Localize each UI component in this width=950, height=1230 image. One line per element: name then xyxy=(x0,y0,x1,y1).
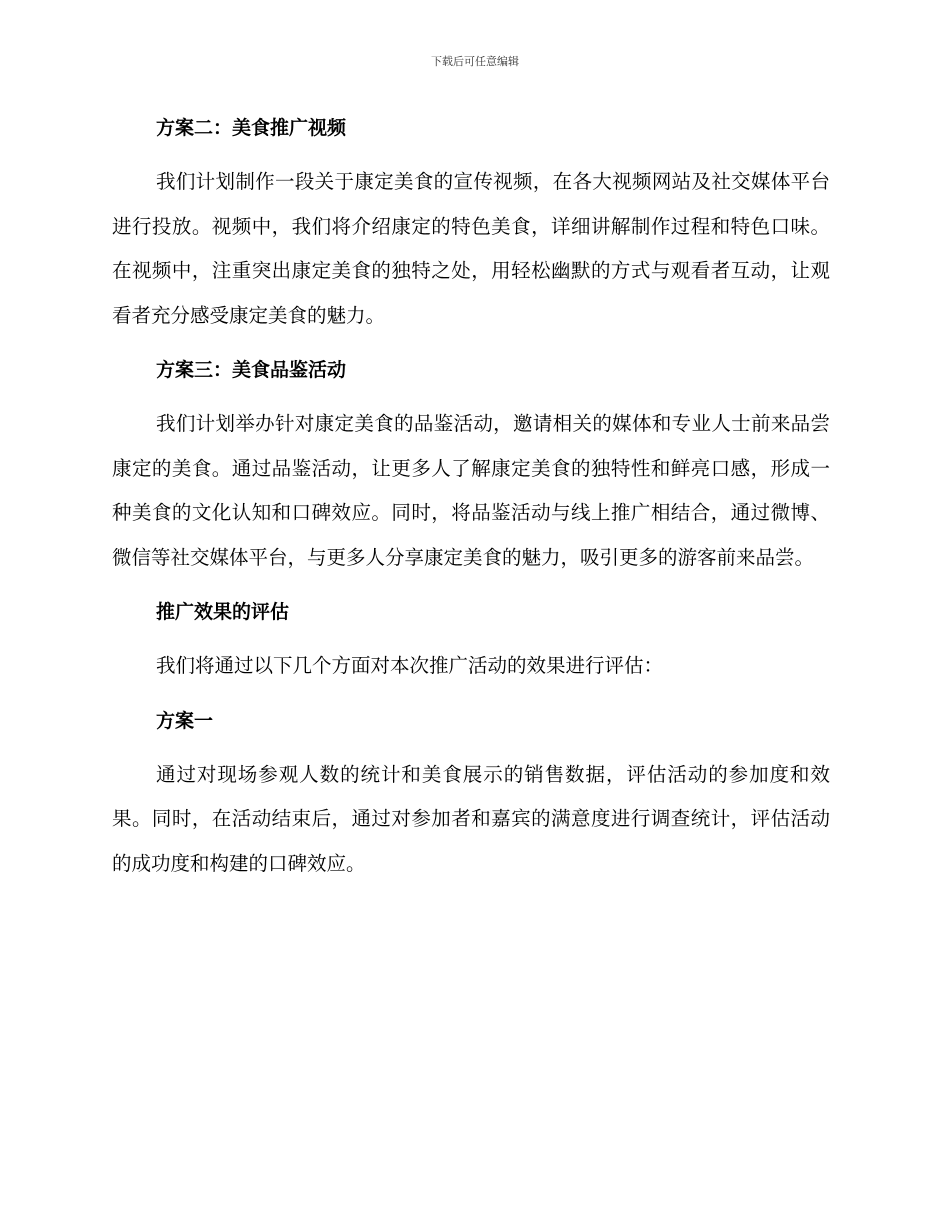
document-body xyxy=(112,110,830,886)
section-heading-plan1: 方案一 xyxy=(156,709,214,732)
paragraph-plan2: 我们计划制作一段关于康定美食的宣传视频，在各大视频网站及社交媒体平台进行投放。视频中，我们将介绍康定的特色美食，详细讲解制作过程和特色口味。在视频中，注重突出康定美食的独特之处，用轻松幽默的方式与观看者互动，让观看者充分感受康定美食的魅力。 xyxy=(112,170,830,327)
paragraph-evaluation-intro: 我们将通过以下几个方面对本次推广活动的效果进行评估： xyxy=(156,654,664,677)
page-header: 下载后可任意编辑 xyxy=(431,55,519,68)
section-heading-plan3: 方案三：美食品鉴活动 xyxy=(156,359,347,381)
section-heading-plan2: 方案二：美食推广视频 xyxy=(156,117,347,139)
paragraph-plan1: 通过对现场参观人数的统计和美食展示的销售数据，评估活动的参加度和效果。同时，在活动结束后，通过对参加者和嘉宾的满意度进行调查统计，评估活动的成功度和构建的口碑效应。 xyxy=(112,762,830,875)
section-heading-evaluation: 推广效果的评估 xyxy=(156,601,290,623)
paragraph-plan3: 我们计划举办针对康定美食的品鉴活动，邀请相关的媒体和专业人士前来品尝康定的美食。通过品鉴活动，让更多人了解康定美食的独特性和鲜亮口感，形成一种美食的文化认知和口碑效应。同时，将品鉴活动与线上推广相结合，通过微博、微信等社交媒体平台，与更多人分享康定美食的魅力，吸引更多的游客前来品尝。 xyxy=(112,412,830,569)
